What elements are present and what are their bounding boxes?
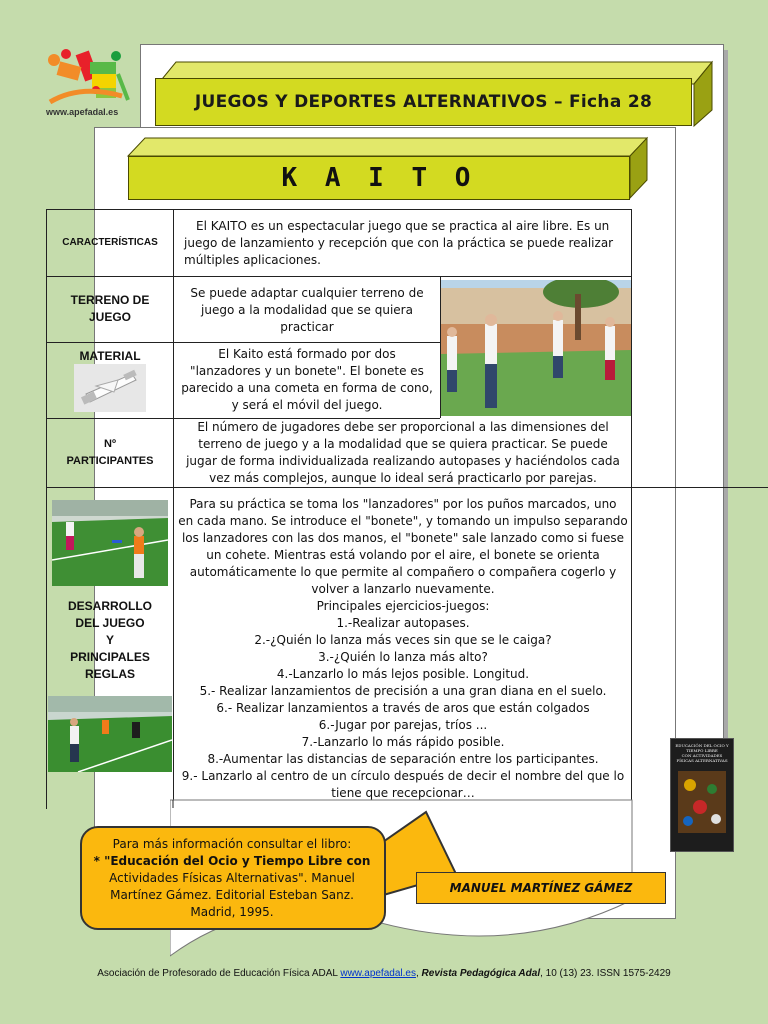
text-line: 3.-¿Quién lo lanza más alto? [318,650,488,664]
table-border-right [631,209,632,809]
callout-line: * "Educación del Ocio y Tiempo Libre con [93,854,371,868]
label-line: PARTICIPANTES [66,455,154,467]
info-callout-text [92,836,372,921]
kids-playing-photo [441,280,631,416]
label-participantes [48,436,172,470]
text-line: 1.-Realizar autopases. [336,616,470,630]
text-line: 9.- Lanzarlo al centro de un círculo después de decir el nombre del que lo [181,769,625,783]
text-line: los lanzadores con las dos manos, el "bonete" sale lanzado como si fuese [181,531,625,545]
text-line: volver a lanzarlo nuevamente. [311,582,495,596]
label-line: TERRENO DE [70,293,150,307]
book-title-line: CON ACTIVIDADES FÍSICAS ALTERNATIVAS [676,753,728,763]
text-line: El número de jugadores debe ser proporcional a las dimensiones del [197,420,609,434]
label-material: MATERIAL [79,349,141,363]
table-column-divider [173,209,174,809]
text-line: en cada mano. Se introduce el "bonete", y tomando un impulso separando [178,514,628,528]
field-photo-1 [52,500,168,586]
text-line: Principales ejercicios-juegos: [316,599,490,613]
text-line: 5.- Realizar lanzamientos de precisión a una gran diana en el suelo. [199,684,607,698]
callout-line: Para más información consultar el libro: [112,837,352,851]
text-line: y será el móvil del juego. [231,398,383,412]
text-line: 6.- Realizar lanzamientos a través de aros que están colgados [216,701,590,715]
callout-line: Madrid, 1995. [190,905,274,919]
label-terreno [48,292,172,326]
text-line: jugar de forma individualizada realizando autopases y haciéndolos cada [186,454,620,468]
footer-link[interactable]: www.apefadal.es [340,968,416,979]
table-border-left [46,209,47,809]
callout-line: Martínez Gámez. Editorial Esteban Sanz. [110,888,354,902]
label-line: DEL JUEGO [75,616,145,630]
footer-citation [0,968,768,979]
label-line: DESARROLLO [68,599,152,613]
text-caracteristicas [176,218,630,269]
text-line: juego a la modalidad que se quiera [201,303,413,317]
author-box [416,872,666,904]
text-line: múltiples aplicaciones. [184,253,321,267]
text-line: juego de lanzamiento y recepción que con la práctica se puede realizar [184,236,614,250]
text-line: Para su práctica se toma los "lanzadores" por los puños marcados, uno [189,497,617,511]
label-line: PRINCIPALES [70,650,150,664]
label-line: Y [105,633,114,647]
text-line: 4.-Lanzarlo lo más lejos posible. Longitud. [276,667,530,681]
footer-suffix: , 10 (13) 23. ISSN 1575-2429 [540,968,671,979]
text-desarrollo [176,496,630,802]
text-line: automáticamente lo que permite al compañero o compañera cogerlo y [189,565,617,579]
text-line: El Kaito está formado por dos [218,347,396,361]
game-title: K A I T O [281,163,477,193]
text-line: 6.-Jugar por parejas, tríos ... [318,718,488,732]
text-line: 7.-Lanzarlo lo más rápido posible. [301,735,505,749]
text-line: terreno de juego y a la modalidad que se quiera practicar. Se puede [198,437,608,451]
table-row-divider [46,487,768,488]
field-photo-2 [48,696,172,772]
game-title-banner [128,156,630,200]
table-row-divider [46,276,632,277]
text-line: parecido a una cometa en forma de cono, [181,381,433,395]
footer-prefix: Asociación de Profesorado de Educación Física ADAL [97,968,341,979]
book-title-line: EDUCACIÓN DEL OCIO Y TIEMPO LIBRE [675,743,729,753]
text-line: 8.-Aumentar las distancias de separación entre los participantes. [207,752,599,766]
text-line: practicar [280,320,334,334]
callout-line: Actividades Físicas Alternativas". Manuel [109,871,355,885]
text-line: El KAITO es un espectacular juego que se practica al aire libre. Es un [196,219,610,233]
kaito-material-photo [74,364,146,412]
text-line: vez más complejos, aunque lo ideal será practicarlo por parejas. [209,471,597,485]
text-line: 2.-¿Quién lo lanza más veces sin que se le caiga? [254,633,552,647]
text-participantes [176,419,630,487]
footer-separator: , [415,968,422,979]
table-border-top [46,209,632,210]
book-cover-art [672,767,732,837]
book-cover [670,738,734,852]
label-line: Nº [104,438,116,450]
logo-url[interactable]: www.apefadal.es [46,107,119,117]
label-line: REGLAS [84,667,135,681]
text-line: Se puede adaptar cualquier terreno de [190,286,424,300]
label-desarrollo [48,598,172,683]
text-line: "lanzadores y un bonete". El bonete es [190,364,424,378]
label-line: JUEGO [88,310,131,324]
series-title: JUEGOS Y DEPORTES ALTERNATIVOS – Ficha 28 [194,92,653,112]
table-row-divider [46,342,440,343]
label-caracteristicas: CARACTERÍSTICAS [62,237,158,248]
header-banner [155,78,692,126]
text-terreno [176,285,438,336]
footer-journal: Revista Pedagógica Adal [421,968,541,979]
text-line: tiene que recepcionar… [331,786,475,800]
author-name: MANUEL MARTÍNEZ GÁMEZ [449,881,633,895]
text-line: un cohete. Mientras está volando por el aire, el bonete se orienta [206,548,600,562]
text-material [176,346,438,414]
